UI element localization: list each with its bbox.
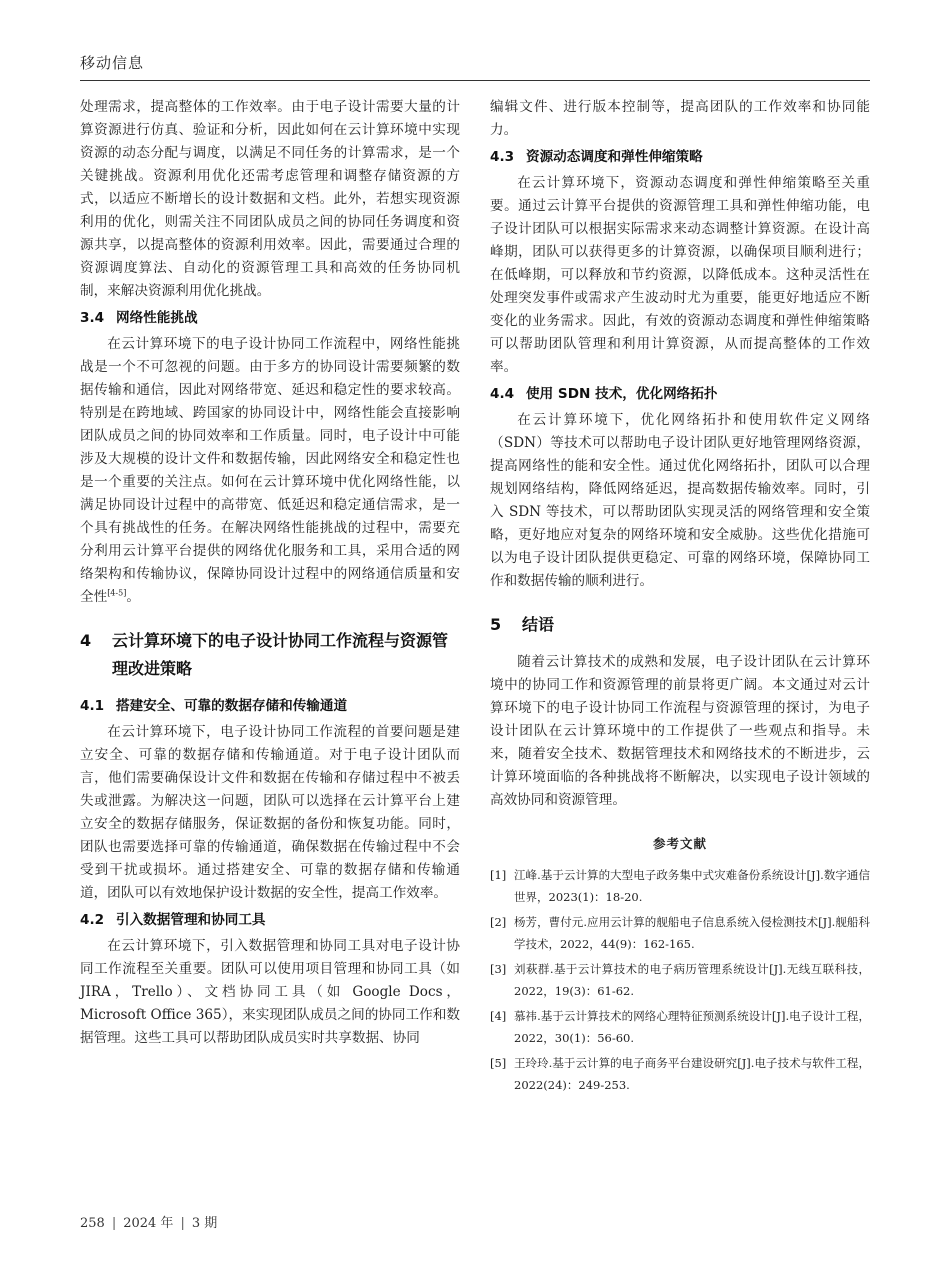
- section-4-3-heading: [490, 146, 870, 169]
- running-head-journal-title: 移动信息: [80, 54, 145, 72]
- section-title: 使用 SDN 技术，优化网络拓扑: [526, 386, 718, 402]
- section-number: 4.3: [490, 149, 515, 165]
- section-4-2-heading: [80, 909, 460, 932]
- page-folio: [80, 1212, 217, 1231]
- reference-number: [1]: [490, 868, 507, 882]
- intro-paragraph: 处理需求，提高整体的工作效率。由于电子设计需要大量的计算资源进行仿真、验证和分析，因此如何在云计算环境中实现资源的动态分配与调度，以满足不同任务的计算需求，是一个关键挑战。资源利用优化还需考虑管理和调整存储资源的方式，以适应不断增长的设计数据和文档。此外，若想实现资源利用的优化，则需关注不同团队成员之间的协同任务调度和资源共享，以提高整体的资源利用效率。因此，需要通过合理的资源调度算法、自动化的资源管理工具和高效的任务协同机制，来解决资源利用优化挑战。: [80, 99, 460, 299]
- reference-item: [490, 1005, 870, 1049]
- reference-item: [490, 1052, 870, 1096]
- section-number: 4.4: [490, 386, 515, 402]
- paragraph-text: 在云计算环境下的电子设计协同工作流程中，网络性能挑战是一个不可忽视的问题。由于多方的协同设计需要频繁的数据传输和通信，因此对网络带宽、延迟和稳定性的要求较高。特别是在跨地域、跨国家的协同设计中，网络性能会直接影响团队成员之间的协同效率和工作质量。同时，电子设计中可能涉及大规模的设计文件和数据传输，因此网络安全和稳定性也是一个重要的关注点。如何在云计算环境中优化网络性能，以满足协同设计过程中的高带宽、低延迟和稳定通信需求，是一个具有挑战性的任务。在解决网络性能挑战的过程中，需要充分利用云计算平台提供的网络优化服务和工具，采用合适的网络架构和传输协议，保障协同设计过程中的网络通信质量和安全性: [80, 336, 460, 605]
- section-title: 引入数据管理和协同工具: [116, 912, 266, 928]
- issue-year: 2024 年: [123, 1216, 174, 1231]
- section-number: 5: [490, 615, 502, 634]
- issue-number: 3 期: [191, 1216, 218, 1231]
- section-title: 结语: [522, 615, 555, 634]
- header-rule: [80, 80, 870, 81]
- reference-text: 刘萩群.基于云计算技术的电子病历管理系统设计[J].无线互联科技，2022，19(3)：61-62.: [514, 962, 870, 998]
- folio-separator: |: [180, 1216, 185, 1231]
- folio-separator: |: [111, 1216, 117, 1231]
- citation-marker: [4-5]: [107, 588, 127, 598]
- reference-number: [2]: [490, 915, 507, 929]
- section-title: 搭建安全、可靠的数据存储和传输通道: [116, 698, 348, 714]
- section-4-2-paragraph: 在云计算环境下，引入数据管理和协同工具对电子设计协同工作流程至关重要。团队可以使用项目管理和协同工具（如 JIRA，Trello）、文档协同工具（如 Google Docs，Microsoft Office 365），来实现团队成员之间的协同工作和数据管理。这些工具可以帮助团队成员实时共享数据、协同: [80, 938, 460, 1046]
- section-5-heading: [490, 611, 870, 639]
- reference-number: [3]: [490, 962, 507, 976]
- section-title: 网络性能挑战: [116, 310, 198, 326]
- section-title: 资源动态调度和弹性伸缩策略: [526, 149, 703, 165]
- reference-item: [490, 911, 870, 955]
- section-3-4-paragraph: [80, 333, 460, 609]
- section-4-1-heading: [80, 695, 460, 718]
- references-list: [490, 864, 870, 1096]
- reference-item: [490, 864, 870, 908]
- reference-number: [4]: [490, 1009, 507, 1023]
- reference-text: 慕祎.基于云计算技术的网络心理特征预测系统设计[J].电子设计工程，2022，30(1)：56-60.: [514, 1009, 870, 1045]
- section-4-4-heading: [490, 383, 870, 406]
- section-4-1-paragraph: 在云计算环境下，电子设计协同工作流程的首要问题是建立安全、可靠的数据存储和传输通道。对于电子设计团队而言，他们需要确保设计文件和数据在传输和存储过程中不被丢失或泄露。为解决这一问题，团队可以选择在云计算平台上建立安全的数据存储服务，保证数据的备份和恢复功能。同时，团队也需要选择可靠的传输通道，确保数据在传输过程中不会受到干扰或损坏。通过搭建安全、可靠的数据存储和传输通道，团队可以有效地保护设计数据的安全性，提高工作效率。: [80, 724, 460, 901]
- reference-text: 江峰.基于云计算的大型电子政务集中式灾难备份系统设计[J].数字通信世界，2023(1)：18-20.: [514, 868, 870, 904]
- reference-text: 杨芳，曹付元.应用云计算的舰船电子信息系统入侵检测技术[J].舰船科学技术，2022，44(9)：162-165.: [514, 915, 870, 951]
- section-number: 4: [80, 631, 92, 650]
- section-4-4-paragraph: 在云计算环境下，优化网络拓扑和使用软件定义网络（SDN）等技术可以帮助电子设计团队更好地管理网络资源，提高网络性的能和安全性。通过优化网络拓扑，团队可以合理规划网络结构，降低网络延迟，提高数据传输效率。同时，引入 SDN 等技术，可以帮助团队实现灵活的网络管理和安全策略，更好地应对复杂的网络环境和安全威胁。这些优化措施可以为电子设计团队提供更稳定、可靠的网络环境，保障协同工作和数据传输的顺利进行。: [490, 412, 870, 589]
- section-4-heading: [80, 627, 460, 683]
- references-title: 参考文献: [652, 836, 707, 851]
- right-column: [490, 96, 870, 1099]
- section-title: 云计算环境下的电子设计协同工作流程与资源管理改进策略: [112, 631, 449, 678]
- section-4-3-paragraph: 在云计算环境下，资源动态调度和弹性伸缩策略至关重要。通过云计算平台提供的资源管理工具和弹性伸缩功能，电子设计团队可以根据实际需求来动态调整计算资源。在设计高峰期，团队可以获得更多的计算资源，以确保项目顺利进行；在低峰期，可以释放和节约资源，以降低成本。这种灵活性在处理突发事件或需求产生波动时尤为重要，能更好地适应不断变化的业务需求。因此，有效的资源动态调度和弹性伸缩策略可以帮助团队管理和利用计算资源，从而提高整体的工作效率。: [490, 175, 870, 375]
- continuation-paragraph: 编辑文件、进行版本控制等，提高团队的工作效率和协同能力。: [490, 99, 870, 138]
- left-column: [80, 96, 460, 1050]
- section-5-paragraph: 随着云计算技术的成熟和发展，电子设计团队在云计算环境中的协同工作和资源管理的前景将更广阔。本文通过对云计算环境下的电子设计协同工作流程与资源管理的探讨，为电子设计团队在云计算环境中的工作提供了一些观点和指导。未来，随着安全技术、数据管理技术和网络技术的不断进步，云计算环境面临的各种挑战将不断解决，以实现电子设计领域的高效协同和资源管理。: [490, 654, 870, 808]
- section-number: 4.1: [80, 698, 105, 714]
- paragraph-end: 。: [126, 589, 140, 605]
- page-number: 258: [80, 1216, 105, 1231]
- section-number: 3.4: [80, 310, 105, 326]
- reference-number: [5]: [490, 1056, 507, 1070]
- section-3-4-heading: [80, 307, 460, 330]
- reference-text: 王玲玲.基于云计算的电子商务平台建设研究[J].电子技术与软件工程，2022(24)：249-253.: [514, 1056, 870, 1092]
- reference-item: [490, 958, 870, 1002]
- section-number: 4.2: [80, 912, 105, 928]
